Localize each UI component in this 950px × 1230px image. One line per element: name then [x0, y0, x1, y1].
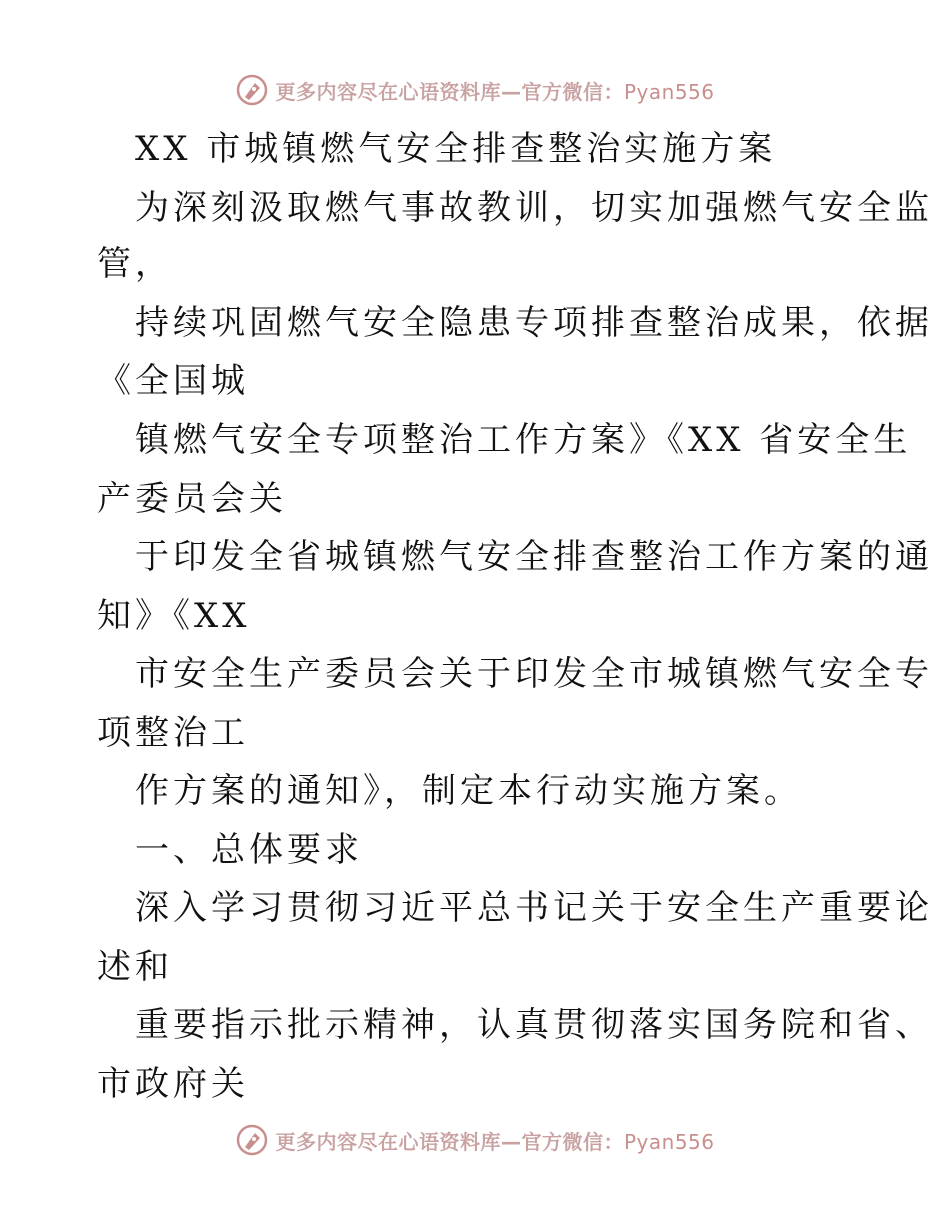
paragraph-line: 重要指示批示精神，认真贯彻落实国务院和省、 [135, 1005, 933, 1045]
paragraph-line: 《全国城 [97, 361, 249, 401]
paragraph-line: 知》《XX [97, 596, 251, 636]
paragraph-line: 持续巩固燃气安全隐患专项排查整治成果，依据 [135, 303, 933, 343]
paragraph-line: 管， [97, 244, 173, 284]
paragraph-line: 为深刻汲取燃气事故教训，切实加强燃气安全监 [135, 188, 933, 228]
paragraph-line: 于印发全省城镇燃气安全排查整治工作方案的通 [135, 537, 933, 577]
watermark-text: 更多内容尽在心语资料库—官方微信：Pyan556 [275, 79, 715, 104]
paragraph-line: 项整治工 [97, 713, 249, 753]
document-title: XX 市城镇燃气安全排查整治实施方案 [135, 129, 777, 169]
paragraph-line: 深入学习贯彻习近平总书记关于安全生产重要论 [135, 888, 933, 928]
paragraph-line: 述和 [97, 947, 173, 987]
watermark-text: 更多内容尽在心语资料库—官方微信：Pyan556 [275, 1129, 715, 1154]
paragraph-line: 市政府关 [97, 1064, 249, 1104]
pen-nib-logo-icon [235, 1123, 269, 1157]
footer-watermark [0, 1120, 950, 1160]
section-heading: 一、总体要求 [135, 830, 363, 870]
paragraph-line: 市安全生产委员会关于印发全市城镇燃气安全专 [135, 654, 933, 694]
paragraph-line: 作方案的通知》，制定本行动实施方案。 [135, 771, 802, 811]
paragraph-line: 镇燃气安全专项整治工作方案》《XX 省安全生 [135, 420, 912, 460]
paragraph-line: 产委员会关 [97, 479, 287, 519]
